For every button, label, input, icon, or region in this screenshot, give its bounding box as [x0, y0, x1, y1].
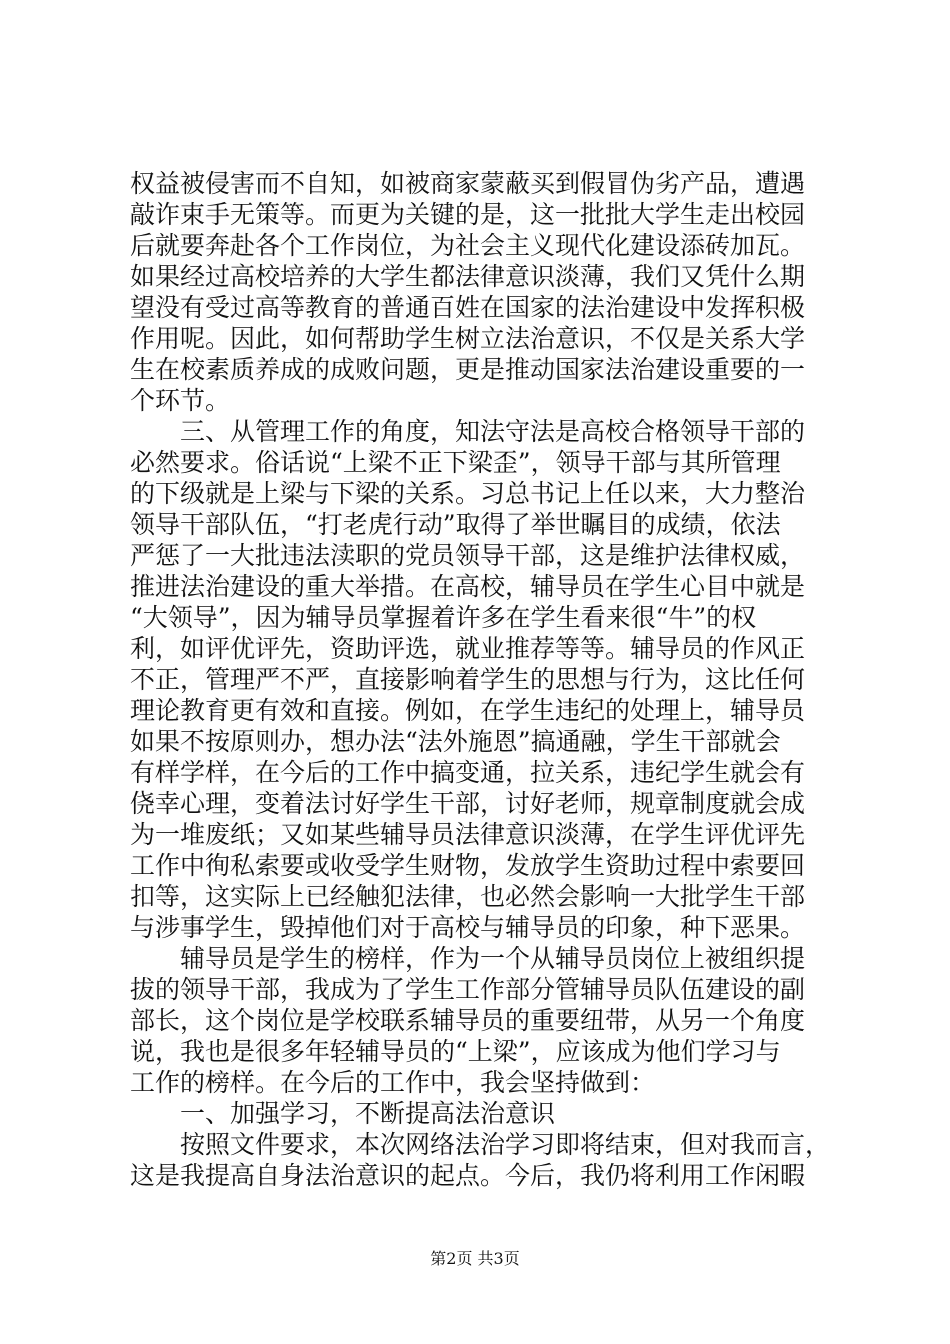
text-line: 按照文件要求，本次网络法治学习即将结束，但对我而言， [130, 1130, 831, 1159]
text-line: 部长，这个岗位是学校联系辅导员的重要纽带，从另一个角度 [130, 1006, 806, 1035]
text-line: “大领导”，因为辅导员掌握着许多在学生看来很“牛”的权 [130, 603, 757, 632]
text-line: 后就要奔赴各个工作岗位，为社会主义现代化建设添砖加瓦。 [130, 231, 806, 260]
page-footer: 第2页 共3页 [430, 1249, 520, 1268]
text-line: 权益被侵害而不自知，如被商家蒙蔽买到假冒伪劣产品，遭遇 [130, 169, 806, 198]
document-body [130, 168, 830, 1191]
text-line: 为一堆废纸；又如某些辅导员法律意识淡薄，在学生评优评先 [130, 820, 806, 849]
text-line: 望没有受过高等教育的普通百姓在国家的法治建设中发挥积极 [130, 293, 806, 322]
text-line: 不正，管理严不严，直接影响着学生的思想与行为，这比任何 [130, 665, 806, 694]
text-line: 这是我提高自身法治意识的起点。今后，我仍将利用工作闲暇 [130, 1161, 806, 1190]
text-line: 扣等，这实际上已经触犯法律，也必然会影响一大批学生干部 [130, 882, 806, 911]
text-line: 一、加强学习，不断提高法治意识 [130, 1099, 556, 1128]
text-line: 推进法治建设的重大举措。在高校，辅导员在学生心目中就是 [130, 572, 806, 601]
text-line: 个环节。 [130, 386, 231, 415]
text-line: 工作的榜样。在今后的工作中，我会坚持做到： [130, 1068, 656, 1097]
text-line: 工作中徇私索要或收受学生财物，发放学生资助过程中索要回 [130, 851, 806, 880]
text-line: 生在校素质养成的成败问题，更是推动国家法治建设重要的一 [130, 355, 806, 384]
text-line: 与涉事学生，毁掉他们对于高校与辅导员的印象，种下恶果。 [130, 913, 806, 942]
text-line: 有样学样，在今后的工作中搞变通，拉关系，违纪学生就会有 [130, 758, 806, 787]
text-line: 敲诈束手无策等。而更为关键的是，这一批批大学生走出校园 [130, 200, 806, 229]
text-line: 理论教育更有效和直接。例如，在学生违纪的处理上，辅导员 [130, 696, 806, 725]
text-line: 领导干部队伍，“打老虎行动”取得了举世瞩目的成绩，依法 [130, 510, 781, 539]
text-line: 拔的领导干部，我成为了学生工作部分管辅导员队伍建设的副 [130, 975, 806, 1004]
text-line: 如果经过高校培养的大学生都法律意识淡薄，我们又凭什么期 [130, 262, 806, 291]
text-line: 严惩了一大批违法渎职的党员领导干部，这是维护法律权威， [130, 541, 806, 570]
text-line: 如果不按原则办，想办法“法外施恩”搞通融，学生干部就会 [130, 727, 781, 756]
text-line: 必然要求。俗话说“上梁不正下梁歪”，领导干部与其所管理 [130, 448, 781, 477]
text-line: 侥幸心理，变着法讨好学生干部，讨好老师，规章制度就会成 [130, 789, 806, 818]
text-line: 的下级就是上梁与下梁的关系。习总书记上任以来，大力整治 [130, 479, 806, 508]
text-line: 利，如评优评先，资助评选，就业推荐等等。辅导员的作风正 [130, 634, 806, 663]
text-line: 辅导员是学生的榜样，作为一个从辅导员岗位上被组织提 [130, 944, 806, 973]
text-line: 作用呢。因此，如何帮助学生树立法治意识，不仅是关系大学 [130, 324, 806, 353]
text-line: 说，我也是很多年轻辅导员的“上梁”，应该成为他们学习与 [130, 1037, 781, 1066]
text-line: 三、从管理工作的角度，知法守法是高校合格领导干部的 [130, 417, 806, 446]
